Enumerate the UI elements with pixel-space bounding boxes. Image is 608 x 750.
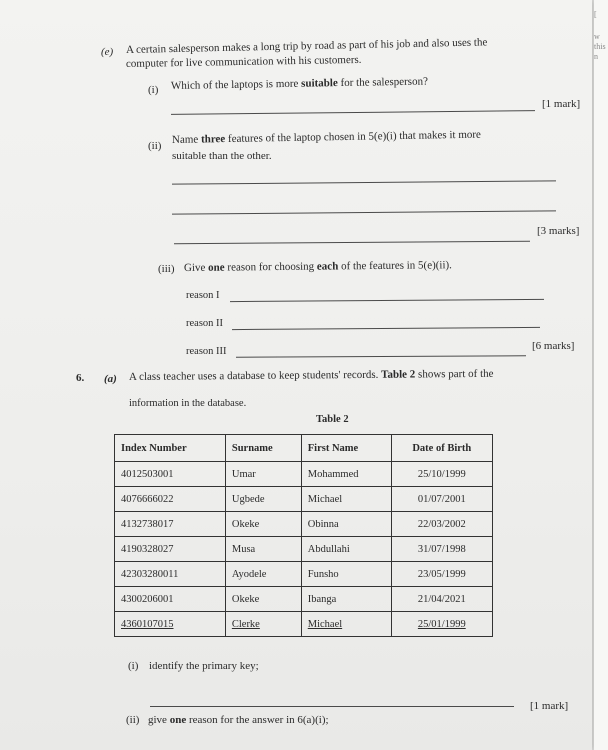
table-row	[115, 487, 493, 512]
q5e-ii-label: (ii)	[148, 140, 162, 152]
cell-surname: Okeke	[225, 512, 301, 537]
q5e-text-line1: A certain salesperson makes a long trip by road as part of his job and also uses the	[125, 36, 488, 56]
q5e-label: (e)	[101, 46, 114, 58]
cell-index-number: 4132738017	[115, 512, 226, 537]
column-header-date-of-birth: Date of Birth	[391, 435, 492, 462]
q5e-ii-question-line2: suitable than the other.	[172, 150, 272, 162]
edge-fragment: n	[594, 52, 598, 61]
cell-date-of-birth: 31/07/1998	[391, 537, 492, 562]
reason-2-answer-line[interactable]	[232, 327, 540, 330]
cell-first-name: Mohammed	[301, 462, 391, 487]
cell-date-of-birth: 21/04/2021	[391, 587, 492, 612]
cell-surname: Ugbede	[225, 487, 301, 512]
cell-date-of-birth: 25/01/1999	[391, 612, 492, 637]
reason-1-answer-line[interactable]	[230, 299, 544, 302]
cell-surname: Ayodele	[225, 562, 301, 587]
cell-first-name: Ibanga	[301, 587, 391, 612]
cell-index-number: 4300206001	[115, 587, 226, 612]
cell-index-number: 4012503001	[115, 462, 226, 487]
edge-fragment: this	[594, 42, 606, 51]
q5e-ii-answer-line-3[interactable]	[174, 241, 530, 244]
q5e-i-answer-line[interactable]	[171, 110, 535, 115]
q5e-ii-question: Name three features of the laptop chosen in 5(e)(i) that makes it more	[171, 128, 481, 146]
table-header-row	[115, 435, 493, 462]
q6a-label: (a)	[104, 373, 117, 385]
table-row	[115, 612, 493, 637]
cell-surname: Umar	[225, 462, 301, 487]
cell-surname: Okeke	[225, 587, 301, 612]
table-row	[115, 562, 493, 587]
column-header-surname: Surname	[225, 435, 301, 462]
reason-1-label: reason I	[186, 290, 220, 301]
table-row	[115, 462, 493, 487]
reason-2-label: reason II	[186, 318, 224, 329]
q6a-text-line1: A class teacher uses a database to keep students' records. Table 2 shows part of the	[128, 367, 494, 383]
cell-first-name: Michael	[301, 612, 391, 637]
q6a-ii-question: give one reason for the answer in 6(a)(i);	[148, 714, 329, 726]
cell-index-number: 4190328027	[115, 537, 226, 562]
table-row	[115, 537, 493, 562]
cell-index-number: 4076666022	[115, 487, 226, 512]
cell-surname: Clerke	[225, 612, 301, 637]
q5e-iii-mark: [6 marks]	[532, 340, 575, 352]
q6a-ii-label: (ii)	[126, 714, 140, 726]
cell-first-name: Michael	[301, 487, 391, 512]
cell-date-of-birth: 22/03/2002	[391, 512, 492, 537]
cell-first-name: Funsho	[301, 562, 391, 587]
q6a-i-answer-line[interactable]	[150, 706, 514, 707]
q6a-i-question: identify the primary key;	[149, 660, 259, 672]
column-header-index-number: Index Number	[115, 435, 226, 462]
q5e-ii-mark: [3 marks]	[537, 225, 580, 237]
next-page-edge	[594, 0, 608, 750]
reason-3-label: reason III	[186, 346, 227, 357]
q5e-text-line2: computer for live communication with his customers.	[125, 53, 362, 70]
table-row	[115, 587, 493, 612]
q6a-i-label: (i)	[128, 660, 139, 672]
cell-date-of-birth: 01/07/2001	[391, 487, 492, 512]
q5e-iii-label: (iii)	[158, 263, 175, 275]
cell-first-name: Abdullahi	[301, 537, 391, 562]
q5e-iii-question: Give one reason for choosing each of the features in 5(e)(ii).	[183, 259, 452, 274]
table-row	[115, 512, 493, 537]
q5e-i-mark: [1 mark]	[542, 98, 581, 110]
q6a-text-line2: information in the database.	[129, 398, 247, 409]
cell-date-of-birth: 25/10/1999	[391, 462, 492, 487]
cell-first-name: Obinna	[301, 512, 391, 537]
column-header-first-name: First Name	[301, 435, 391, 462]
students-table	[114, 434, 493, 637]
cell-index-number: 42303280011	[115, 562, 226, 587]
cell-surname: Musa	[225, 537, 301, 562]
q5e-i-question: Which of the laptops is more suitable for the salesperson?	[170, 75, 429, 92]
q6a-i-mark: [1 mark]	[530, 700, 569, 712]
table-title: Table 2	[316, 414, 349, 425]
cell-index-number: 4360107015	[115, 612, 226, 637]
q5e-ii-answer-line-2[interactable]	[172, 210, 556, 214]
cell-date-of-birth: 23/05/1999	[391, 562, 492, 587]
q5e-ii-answer-line-1[interactable]	[172, 180, 556, 184]
q5e-i-label: (i)	[148, 84, 159, 96]
edge-fragment: w	[594, 32, 600, 41]
q6-number: 6.	[76, 372, 85, 384]
edge-fragment: [	[594, 10, 597, 19]
reason-3-answer-line[interactable]	[236, 355, 526, 358]
